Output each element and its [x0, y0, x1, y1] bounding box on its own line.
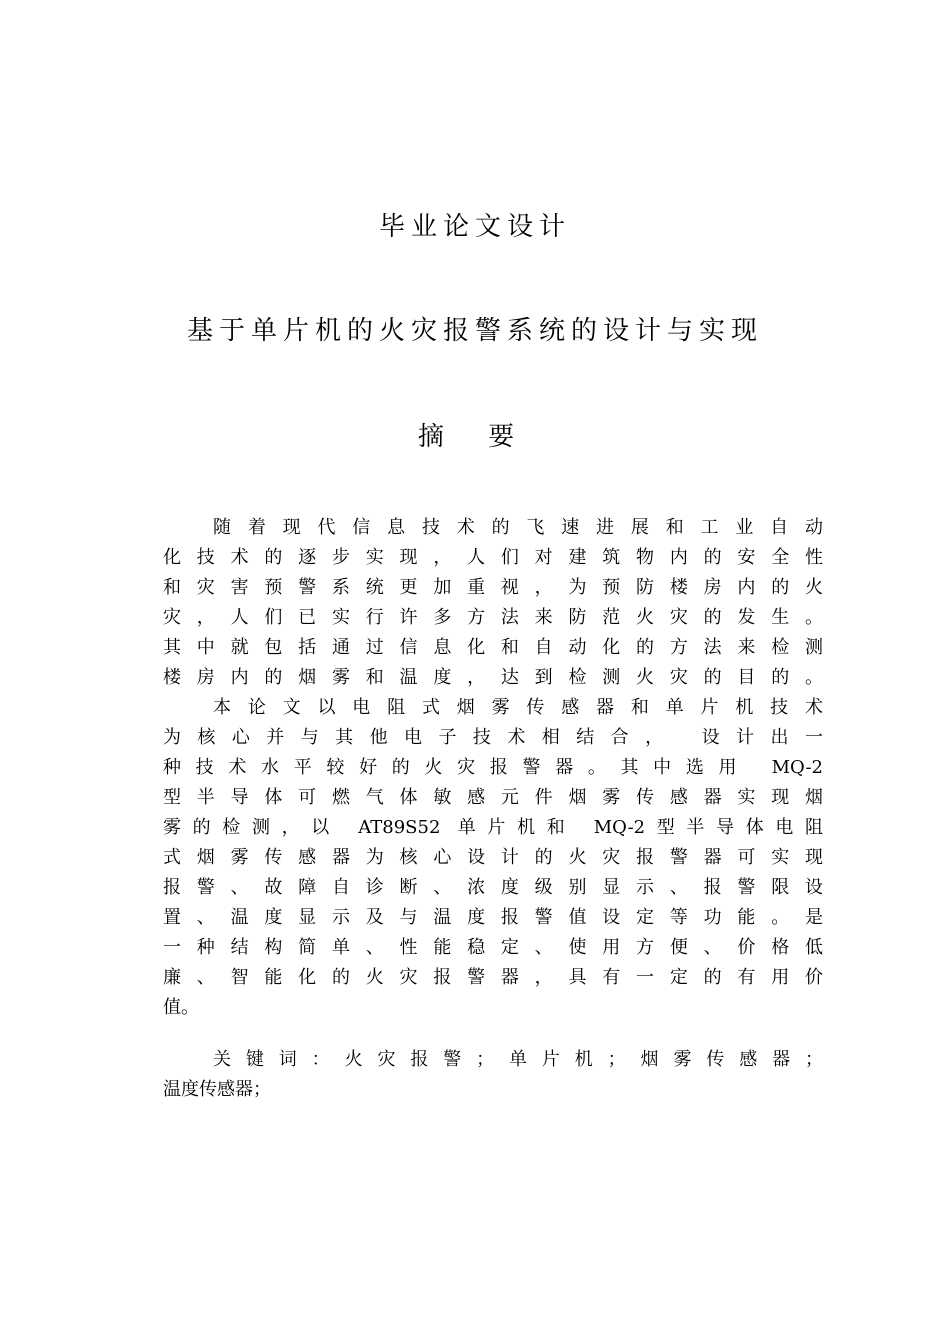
abstract-line: 为核心并与其他电子技术相结合， 设计出一: [163, 727, 823, 748]
abstract-line: 化技术的逐步实现，人们对建筑物内的安全性: [163, 547, 823, 568]
abstract-line: 随着现代信息技术的飞速进展和工业自动: [213, 517, 823, 538]
abstract-line: 值。: [163, 997, 199, 1018]
thesis-title: 基于单片机的火灾报警系统的设计与实现: [186, 316, 763, 346]
abstract-line: 楼房内的烟雾和温度，达到检测火灾的目的。: [163, 667, 823, 688]
abstract-line: 式烟雾传感器为核心设计的火灾报警器可实现: [163, 847, 823, 868]
abstract-line: 和灾害预警系统更加重视，为预防楼房内的火: [163, 577, 823, 598]
thesis-label: 毕业论文设计: [378, 212, 571, 242]
abstract-line: 种技术水平较好的火灾报警器。其中选用 MQ-2: [163, 757, 823, 778]
keywords-section: [163, 1045, 823, 1105]
abstract-body: [163, 513, 823, 1023]
abstract-line: 灾，人们已实行许多方法来防范火灾的发生。: [163, 607, 823, 628]
keywords-list: 火灾报警；单片机；烟雾传感器；: [344, 1049, 824, 1070]
abstract-line: 报警、故障自诊断、浓度级别显示、报警限设: [163, 877, 823, 898]
abstract-line: 其中就包括通过信息化和自动化的方法来检测: [163, 637, 823, 658]
keywords-label: 关键词：: [213, 1049, 345, 1070]
abstract-line: 雾的检测，以 AT89S52 单片机和 MQ-2型半导体电阻: [163, 817, 823, 838]
abstract-line: 一种结构简单、性能稳定、使用方便、价格低: [163, 937, 823, 958]
abstract-line: 置、温度显示及与温度报警值设定等功能。是: [163, 907, 823, 928]
abstract-line: 本论文以电阻式烟雾传感器和单片机技术: [213, 697, 823, 718]
abstract-line: 型半导体可燃气体敏感元件烟雾传感器实现烟: [163, 787, 823, 808]
keywords-line-continued: 温度传感器；: [163, 1079, 271, 1100]
abstract-heading: 摘 要: [417, 422, 533, 452]
abstract-line: 廉、智能化的火灾报警器，具有一定的有用价: [163, 967, 823, 988]
keywords-line: [163, 1045, 823, 1075]
